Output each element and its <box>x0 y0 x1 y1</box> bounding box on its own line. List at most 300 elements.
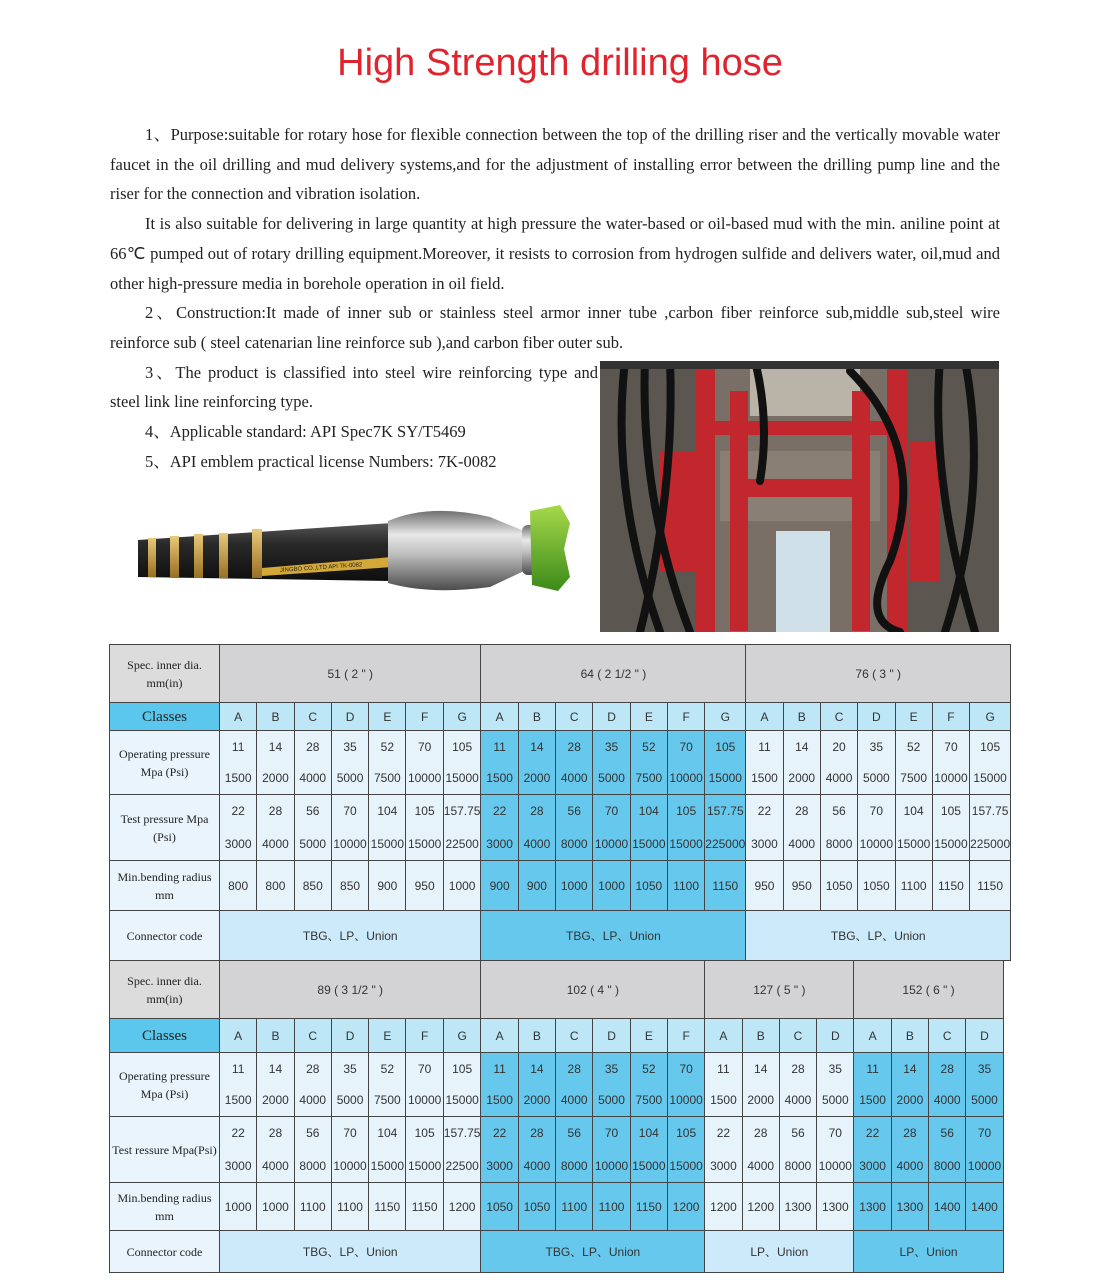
psi-value: 5000 <box>863 771 890 786</box>
class-cell: D <box>593 703 630 731</box>
construction-paragraph: 2、Construction:It made of inner sub or stainless steel armor inner tube ,carbon fiber reinforce sub,middle sub,steel wire reinforce sub ( steel catenarian line reinforce sub ),and carbon fiber outer sub. <box>110 303 1000 352</box>
bending-radius-cell: 1100 <box>331 1183 368 1231</box>
value-pair <box>854 1117 890 1182</box>
mpa-value: 14 <box>530 1061 544 1076</box>
psi-value: 8000 <box>560 836 588 851</box>
psi-value: 7500 <box>373 771 401 786</box>
psi-value: 15000 <box>632 1158 666 1173</box>
operating-pressure-cell <box>481 731 518 795</box>
operating-pressure-cell <box>443 731 481 795</box>
psi-value: 2000 <box>262 771 289 786</box>
mpa-value: 104 <box>638 804 659 819</box>
test-pressure-cell <box>331 795 368 861</box>
value-pair <box>295 795 331 860</box>
operating-pressure-cell <box>858 731 895 795</box>
class-cell: E <box>630 1019 667 1053</box>
connector-code-row <box>110 911 1011 961</box>
psi-value: 1500 <box>224 771 252 786</box>
mpa-value: 104 <box>377 804 398 819</box>
mpa-value: 11 <box>493 1061 506 1076</box>
class-cell: D <box>817 1019 854 1053</box>
psi-value: 3000 <box>751 836 778 851</box>
classes-row <box>110 703 1011 731</box>
operating-pressure-cell <box>481 1053 518 1117</box>
value-pair <box>332 731 368 794</box>
test-pressure-cell <box>891 1117 928 1183</box>
mpa-value: 56 <box>567 1126 581 1141</box>
value-pair <box>631 1053 667 1116</box>
class-cell: C <box>556 1019 593 1053</box>
bending-radius-cell: 950 <box>783 861 820 911</box>
bending-radius-cell: 1050 <box>858 861 895 911</box>
mpa-value: 28 <box>903 1126 917 1141</box>
mpa-value: 56 <box>306 804 320 819</box>
bending-radius-cell: 1200 <box>742 1183 779 1231</box>
test-pressure-cell <box>406 1117 443 1183</box>
operating-pressure-cell <box>443 1053 481 1117</box>
operating-pressure-cell <box>667 731 704 795</box>
bending-radius-row <box>110 861 1011 911</box>
bending-radius-cell: 1200 <box>667 1183 704 1231</box>
operating-pressure-cell <box>742 1053 779 1117</box>
psi-value: 5000 <box>598 771 625 786</box>
operating-pressure-cell <box>593 1053 630 1117</box>
operating-pressure-cell <box>891 1053 928 1117</box>
bending-radius-cell: 1100 <box>556 1183 593 1231</box>
bending-radius-cell: 1150 <box>705 861 746 911</box>
bending-radius-cell: 1300 <box>854 1183 891 1231</box>
mpa-value: 105 <box>452 1061 473 1076</box>
psi-value: 10000 <box>333 836 367 851</box>
value-pair <box>780 1053 816 1116</box>
connector-code-cell: LP、Union <box>705 1231 854 1273</box>
mpa-value: 56 <box>306 1126 320 1141</box>
mpa-value: 22 <box>231 804 245 819</box>
class-cell: C <box>779 1019 816 1053</box>
psi-value: 1500 <box>859 1093 886 1108</box>
bending-radius-cell: 1150 <box>932 861 969 911</box>
test-pressure-cell <box>593 795 630 861</box>
value-pair <box>966 1117 1002 1182</box>
psi-value: 3000 <box>710 1158 737 1173</box>
class-cell: C <box>294 703 331 731</box>
psi-value: 15000 <box>896 836 931 851</box>
bending-radius-cell: 1150 <box>369 1183 406 1231</box>
value-pair <box>257 1053 293 1116</box>
mpa-value: 35 <box>343 739 357 754</box>
operating-pressure-row <box>110 1053 1004 1117</box>
bending-radius-cell: 800 <box>220 861 257 911</box>
test-pressure-cell <box>970 795 1011 861</box>
value-pair <box>295 1117 331 1182</box>
value-pair <box>369 731 405 794</box>
test-pressure-row <box>110 795 1011 861</box>
connector-code-label: Connector code <box>110 911 220 961</box>
mpa-value: 70 <box>679 1061 693 1076</box>
mpa-value: 35 <box>869 739 884 754</box>
mpa-value: 11 <box>758 739 771 754</box>
class-cell: B <box>257 1019 294 1053</box>
mpa-value: 157.75 <box>443 804 481 819</box>
mpa-value: 105 <box>414 1126 435 1141</box>
bending-radius-cell: 1300 <box>891 1183 928 1231</box>
connector-code-label: Connector code <box>110 1231 220 1273</box>
psi-value: 10000 <box>967 1158 1002 1173</box>
psi-value: 7500 <box>635 1093 663 1108</box>
test-pressure-cell <box>518 1117 555 1183</box>
value-pair <box>593 731 629 794</box>
value-pair <box>966 1053 1002 1116</box>
test-pressure-cell <box>369 1117 406 1183</box>
value-pair <box>929 1117 965 1182</box>
value-pair <box>519 1053 555 1116</box>
psi-value: 15000 <box>445 1093 479 1108</box>
mpa-value: 56 <box>791 1126 805 1141</box>
operating-pressure-cell <box>257 731 294 795</box>
psi-value: 4000 <box>262 836 289 851</box>
value-pair <box>481 795 517 860</box>
value-pair <box>406 1117 442 1182</box>
test-pressure-cell <box>705 1117 742 1183</box>
mpa-value: 11 <box>717 1061 730 1076</box>
class-cell: A <box>705 1019 742 1053</box>
mpa-value: 104 <box>377 1126 398 1141</box>
bending-radius-cell: 850 <box>331 861 368 911</box>
test-pressure-cell <box>779 1117 816 1183</box>
value-pair <box>668 1053 704 1116</box>
usage-paragraph: It is also suitable for delivering in large quantity at high pressure the water-based or oil-based mud with the min. aniline point at 66℃ pumped out of rotary drilling equipment.Moreover, it resists to corrosion from hydrogen sulfide and delivers water, oil,mud and other high-pressure media in borehole operation in oil field. <box>110 214 1000 293</box>
bending-radius-cell: 1100 <box>593 1183 630 1231</box>
standard-paragraph: 4、Applicable standard: API Spec7K SY/T5469 <box>145 422 466 442</box>
bending-radius-cell: 1050 <box>820 861 857 911</box>
mpa-value: 35 <box>828 1061 842 1076</box>
mpa-value: 28 <box>530 1126 544 1141</box>
test-pressure-cell <box>742 1117 779 1183</box>
class-cell: A <box>220 1019 257 1053</box>
psi-value: 5000 <box>971 1093 998 1108</box>
psi-value: 8000 <box>825 836 853 851</box>
value-pair <box>332 795 368 860</box>
value-pair <box>817 1117 853 1182</box>
mpa-value: 11 <box>231 1061 245 1076</box>
mpa-value: 104 <box>903 804 924 819</box>
value-pair <box>929 1053 965 1116</box>
class-cell: F <box>667 1019 704 1053</box>
mpa-value: 11 <box>866 1061 879 1076</box>
mpa-value: 14 <box>795 739 809 754</box>
connector-code-cell: TBG、LP、Union <box>481 1231 705 1273</box>
class-cell: E <box>895 703 932 731</box>
value-pair <box>593 1053 629 1116</box>
mpa-value: 104 <box>638 1126 659 1141</box>
value-pair <box>746 731 782 794</box>
value-pair <box>821 795 857 860</box>
value-pair <box>220 731 256 794</box>
value-pair <box>933 795 969 860</box>
connector-code-cell: TBG、LP、Union <box>481 911 746 961</box>
operating-pressure-cell <box>783 731 820 795</box>
value-pair <box>631 731 667 794</box>
bending-radius-cell: 1100 <box>294 1183 331 1231</box>
test-pressure-cell <box>932 795 969 861</box>
psi-value: 15000 <box>370 1158 405 1173</box>
operating-pressure-cell <box>518 731 555 795</box>
bending-radius-cell: 900 <box>481 861 518 911</box>
mpa-value: 157.75 <box>706 804 744 819</box>
connector-code-cell: LP、Union <box>854 1231 1003 1273</box>
psi-value: 4000 <box>523 836 551 851</box>
value-pair <box>295 1053 331 1116</box>
psi-value: 10000 <box>669 1093 703 1108</box>
bending-radius-cell: 1050 <box>518 1183 555 1231</box>
class-cell: B <box>518 1019 555 1053</box>
class-cell: C <box>820 703 857 731</box>
operating-pressure-cell <box>932 731 969 795</box>
operating-pressure-row <box>110 731 1011 795</box>
operating-pressure-cell <box>369 1053 406 1117</box>
class-cell: E <box>369 1019 406 1053</box>
purpose-paragraph: 1、Purpose:suitable for rotary hose for flexible connection between the top of the drilling riser and the vertically movable water faucet in the oil drilling and mud delivery systems,and for the adjustment of installing error between the drilling pump line and the riser for the connection and vibration isolation. <box>110 125 1000 204</box>
mpa-value: 70 <box>343 804 357 819</box>
psi-value: 5000 <box>336 771 364 786</box>
hose-product-image <box>130 495 570 595</box>
mpa-value: 22 <box>865 1126 880 1141</box>
test-pressure-cell <box>556 795 593 861</box>
psi-value: 2000 <box>896 1093 924 1108</box>
value-pair <box>257 731 293 794</box>
bending-radius-cell: 1150 <box>630 1183 667 1231</box>
value-pair <box>406 795 442 860</box>
psi-value: 10000 <box>594 836 629 851</box>
operating-pressure-cell <box>294 1053 331 1117</box>
connector-code-row <box>110 1231 1004 1273</box>
test-pressure-cell <box>443 795 481 861</box>
hose-label: JINGBO CO.,LTD API 7K-0082 <box>279 562 363 574</box>
bending-radius-cell: 1000 <box>257 1183 294 1231</box>
class-cell: D <box>331 1019 368 1053</box>
bending-radius-cell: 1200 <box>443 1183 481 1231</box>
value-pair <box>332 1053 368 1116</box>
size-group-header: 127 ( 5 " ) <box>705 961 854 1019</box>
psi-value: 3000 <box>224 836 252 851</box>
test-pressure-cell <box>294 795 331 861</box>
value-pair <box>220 795 256 860</box>
mpa-value: 28 <box>268 1126 283 1141</box>
value-pair <box>556 1053 592 1116</box>
value-pair <box>444 1117 481 1182</box>
mpa-value: 14 <box>530 739 544 754</box>
psi-value: 8000 <box>784 1158 812 1173</box>
bending-radius-cell: 800 <box>257 861 294 911</box>
value-pair <box>481 731 517 794</box>
classes-label: Classes <box>110 703 220 731</box>
psi-value: 1500 <box>486 1093 513 1108</box>
test-pressure-row <box>110 1117 1004 1183</box>
psi-value: 5000 <box>336 1093 364 1108</box>
psi-value: 4000 <box>262 1158 289 1173</box>
bending-radius-cell: 1300 <box>779 1183 816 1231</box>
class-cell: A <box>481 703 518 731</box>
operating-pressure-cell <box>966 1053 1003 1117</box>
value-pair <box>746 795 782 860</box>
psi-value: 5000 <box>299 836 327 851</box>
operating-pressure-cell <box>630 1053 667 1117</box>
operating-pressure-cell <box>294 731 331 795</box>
mpa-value: 70 <box>977 1126 992 1141</box>
value-pair <box>444 1053 481 1116</box>
test-pressure-cell <box>783 795 820 861</box>
mpa-value: 56 <box>940 1126 954 1141</box>
value-pair <box>784 731 820 794</box>
size-group-header: 51 ( 2 " ) <box>220 645 481 703</box>
psi-value: 2000 <box>523 1093 551 1108</box>
psi-value: 3000 <box>859 1158 886 1173</box>
mpa-value: 28 <box>567 739 581 754</box>
value-pair <box>369 1053 405 1116</box>
value-pair <box>892 1053 928 1116</box>
value-pair <box>970 795 1010 860</box>
mpa-value: 14 <box>754 1061 768 1076</box>
class-cell: A <box>481 1019 518 1053</box>
mpa-value: 52 <box>380 1061 395 1076</box>
mpa-value: 70 <box>417 1061 432 1076</box>
value-pair <box>668 1117 704 1182</box>
test-pressure-label: Test pressure Mpa (Psi) <box>110 795 220 861</box>
mpa-value: 35 <box>343 1061 357 1076</box>
test-pressure-cell <box>556 1117 593 1183</box>
class-cell: F <box>406 1019 443 1053</box>
operating-pressure-cell <box>406 1053 443 1117</box>
class-cell: G <box>443 1019 481 1053</box>
value-pair <box>220 1117 256 1182</box>
psi-value: 15000 <box>973 771 1007 786</box>
test-pressure-cell <box>481 795 518 861</box>
psi-value: 8000 <box>560 1158 588 1173</box>
test-pressure-label: Test ressure Mpa(Psi) <box>110 1117 220 1183</box>
psi-value: 10000 <box>407 771 442 786</box>
psi-value: 10000 <box>934 771 968 786</box>
psi-value: 10000 <box>333 1158 367 1173</box>
psi-value: 1500 <box>710 1093 737 1108</box>
bending-radius-cell: 1050 <box>481 1183 518 1231</box>
value-pair <box>821 731 857 794</box>
class-cell: C <box>556 703 593 731</box>
size-group-header: 76 ( 3 " ) <box>746 645 1011 703</box>
operating-pressure-label: Operating pressure Mpa (Psi) <box>110 1053 220 1117</box>
test-pressure-cell <box>257 795 294 861</box>
classes-row <box>110 1019 1004 1053</box>
value-pair <box>332 1117 368 1182</box>
value-pair <box>593 1117 629 1182</box>
class-cell: G <box>443 703 481 731</box>
psi-value: 4000 <box>933 1093 961 1108</box>
value-pair <box>556 1117 592 1182</box>
class-cell: B <box>742 1019 779 1053</box>
psi-value: 7500 <box>635 771 663 786</box>
operating-pressure-cell <box>593 731 630 795</box>
class-cell: A <box>854 1019 891 1053</box>
psi-value: 15000 <box>669 836 703 851</box>
mpa-value: 28 <box>268 804 283 819</box>
operating-pressure-cell <box>369 731 406 795</box>
mpa-value: 105 <box>940 804 961 819</box>
operating-pressure-cell <box>929 1053 966 1117</box>
license-paragraph: 5、API emblem practical license Numbers: 7K-0082 <box>145 451 497 471</box>
operating-pressure-cell <box>630 731 667 795</box>
value-pair <box>631 795 667 860</box>
class-cell: G <box>970 703 1011 731</box>
test-pressure-cell <box>667 1117 704 1183</box>
psi-value: 2000 <box>788 771 816 786</box>
value-pair <box>444 795 481 860</box>
class-cell: B <box>257 703 294 731</box>
value-pair <box>705 731 745 794</box>
value-pair <box>295 731 331 794</box>
value-pair <box>593 795 629 860</box>
psi-value: 2000 <box>262 1093 289 1108</box>
mpa-value: 35 <box>604 739 619 754</box>
mpa-value: 157.75 <box>971 804 1009 819</box>
value-pair <box>780 1117 816 1182</box>
mpa-value: 28 <box>791 1061 805 1076</box>
operating-pressure-cell <box>817 1053 854 1117</box>
mpa-value: 52 <box>906 739 921 754</box>
mpa-value: 70 <box>679 739 693 754</box>
size-group-header: 64 ( 2 1/2 " ) <box>481 645 746 703</box>
psi-value: 22500 <box>445 1158 479 1173</box>
spec-row <box>110 961 1004 1019</box>
value-pair <box>705 1053 741 1116</box>
psi-value: 15000 <box>407 1158 442 1173</box>
value-pair <box>705 795 745 860</box>
psi-value: 15000 <box>632 836 666 851</box>
value-pair <box>519 731 555 794</box>
mpa-value: 11 <box>493 739 506 754</box>
psi-value: 15000 <box>445 771 479 786</box>
classification-paragraph: 3、The product is classified into steel wire reinforcing type and steel link line reinforcing type. <box>110 362 598 412</box>
operating-pressure-cell <box>705 731 746 795</box>
test-pressure-cell <box>369 795 406 861</box>
psi-value: 1500 <box>486 771 513 786</box>
operating-pressure-cell <box>970 731 1011 795</box>
class-cell: D <box>331 703 368 731</box>
psi-value: 22500 <box>445 836 479 851</box>
psi-value: 10000 <box>407 1093 442 1108</box>
value-pair <box>444 731 481 794</box>
operating-pressure-cell <box>779 1053 816 1117</box>
value-pair <box>896 731 932 794</box>
test-pressure-cell <box>630 1117 667 1183</box>
psi-value: 4000 <box>747 1158 775 1173</box>
value-pair <box>854 1053 890 1116</box>
value-pair <box>519 1117 555 1182</box>
value-pair <box>406 731 442 794</box>
mpa-value: 22 <box>492 1126 507 1141</box>
value-pair <box>668 795 704 860</box>
bending-radius-cell: 1150 <box>406 1183 443 1231</box>
mpa-value: 105 <box>715 739 736 754</box>
mpa-value: 52 <box>380 739 395 754</box>
psi-value: 1500 <box>224 1093 252 1108</box>
test-pressure-cell <box>481 1117 518 1183</box>
bending-radius-cell: 1050 <box>630 861 667 911</box>
value-pair <box>896 795 932 860</box>
mpa-value: 14 <box>268 739 283 754</box>
psi-value: 7500 <box>373 1093 401 1108</box>
bending-radius-cell: 1000 <box>443 861 481 911</box>
value-pair <box>481 1053 517 1116</box>
class-cell: D <box>593 1019 630 1053</box>
